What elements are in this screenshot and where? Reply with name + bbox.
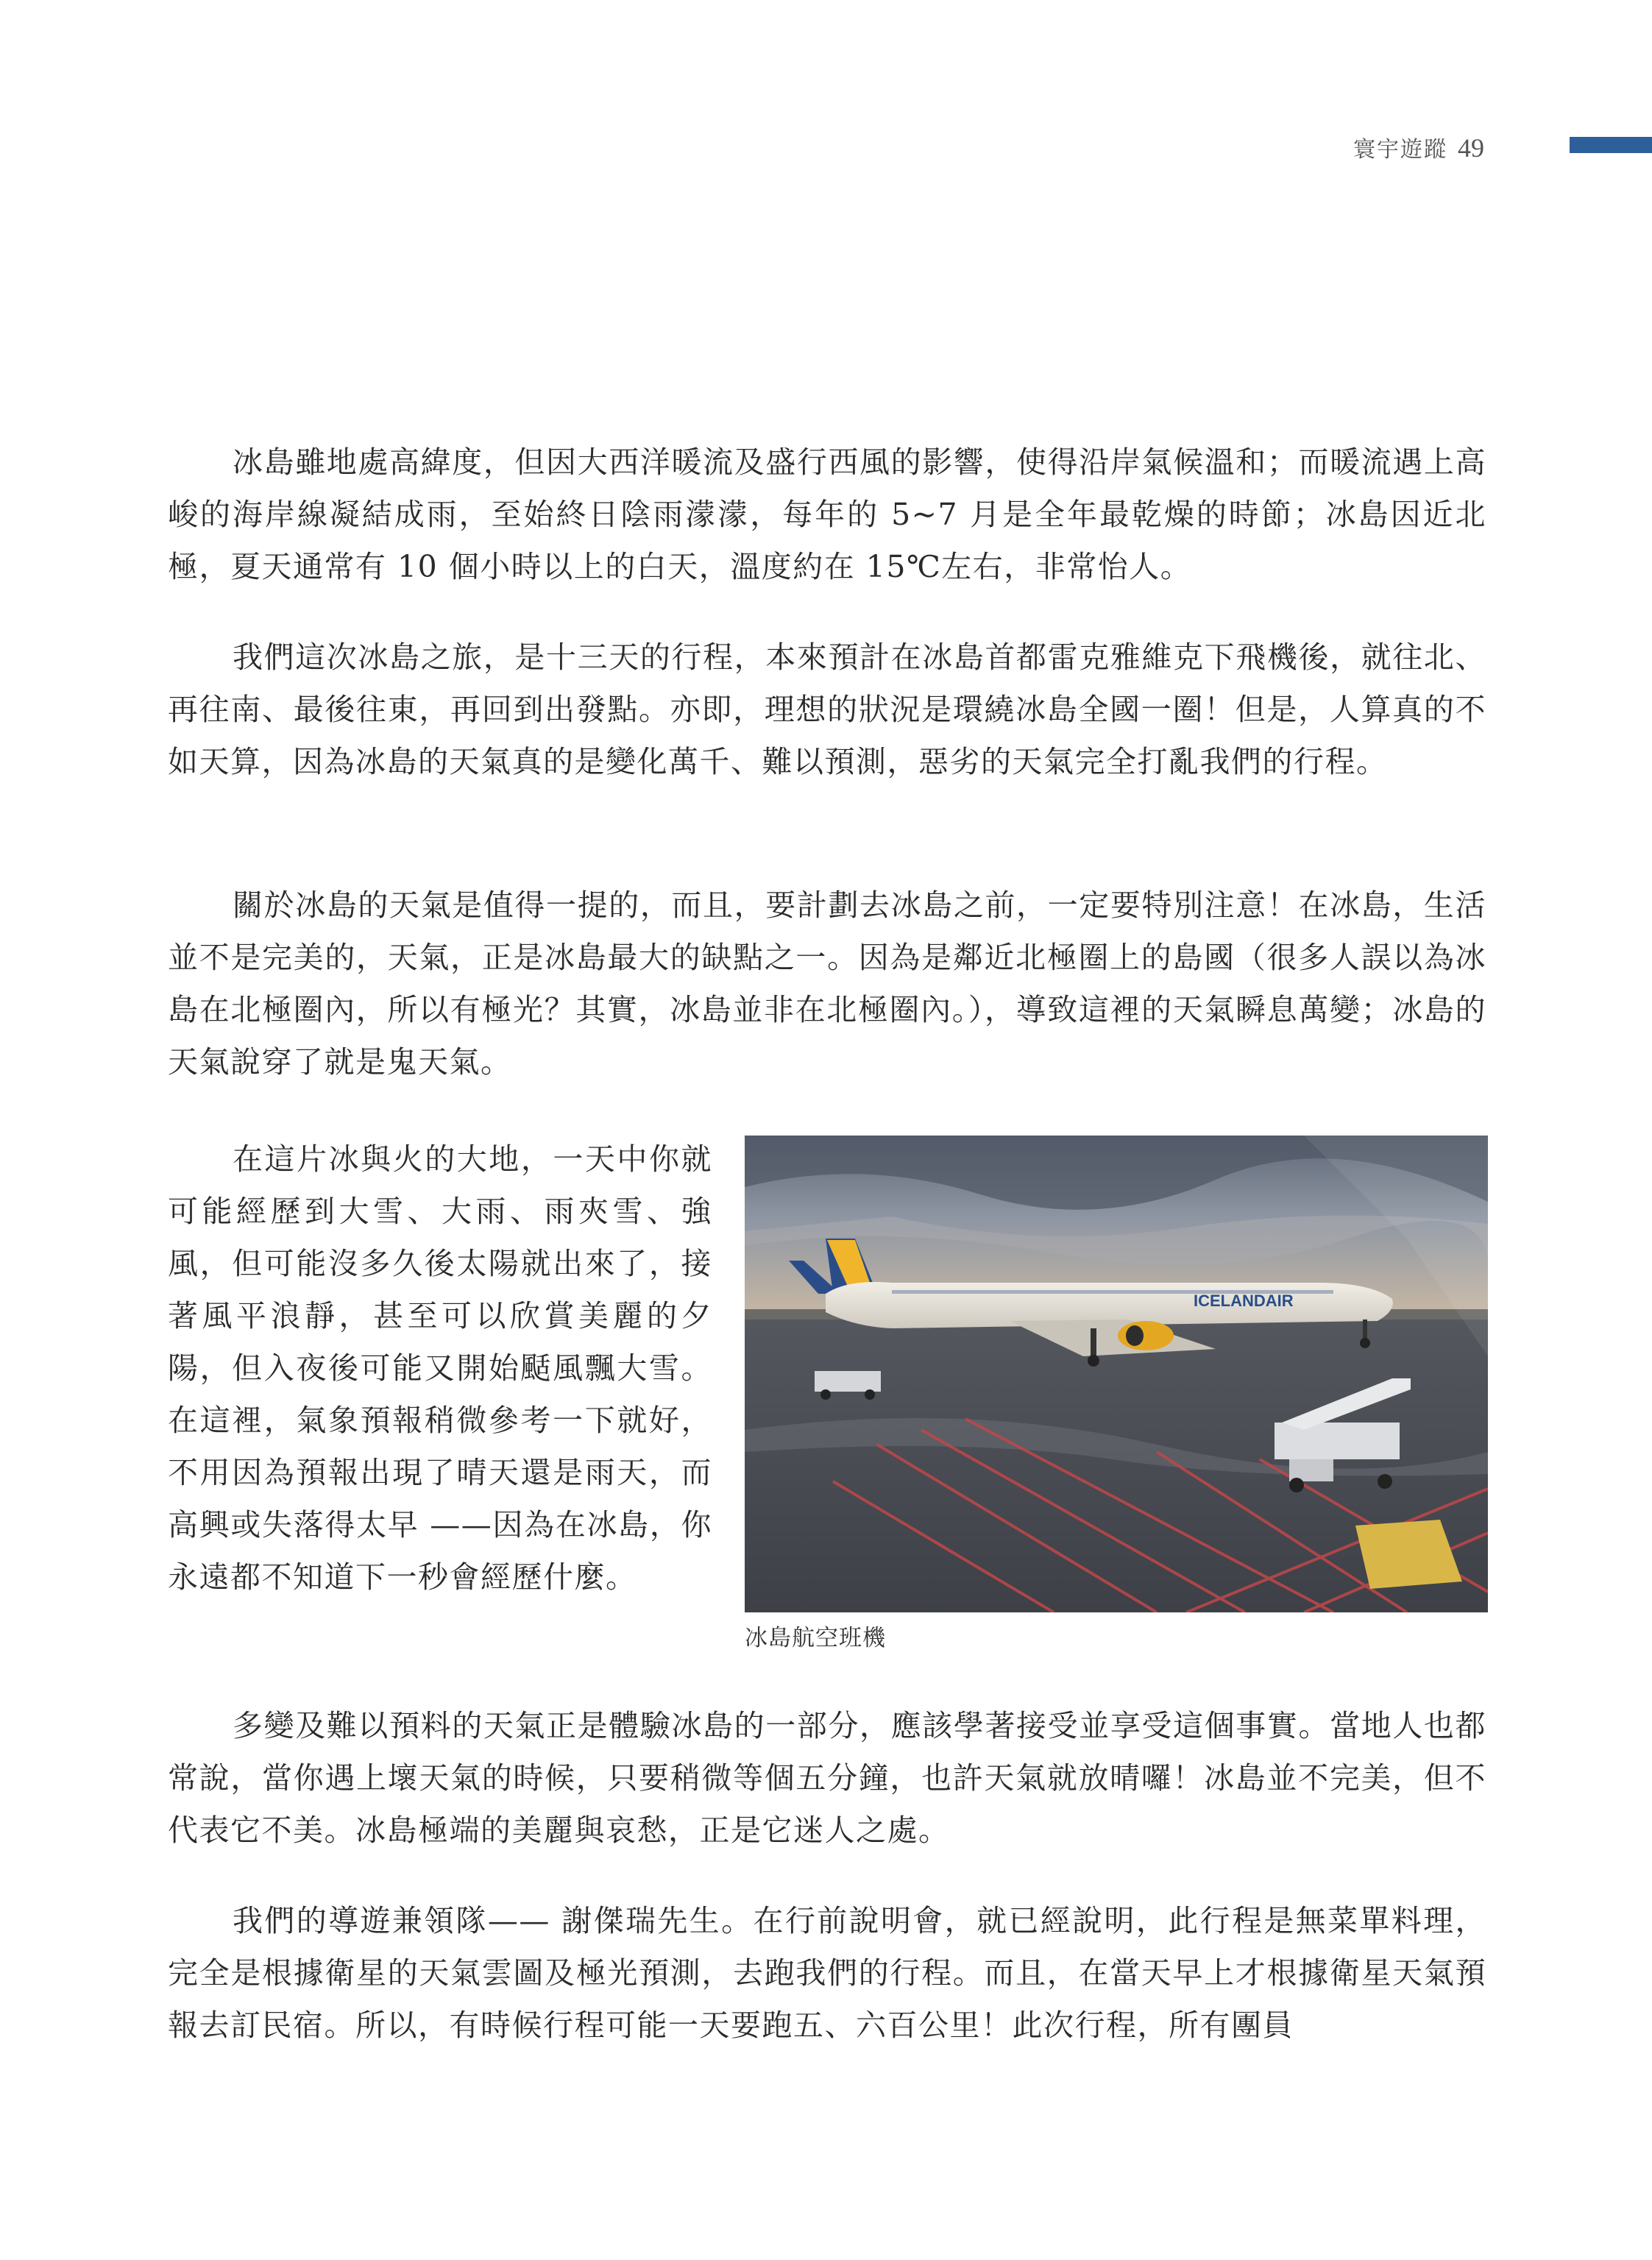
section-title: 寰宇遊蹤 bbox=[1353, 137, 1447, 163]
paragraph-itinerary: 我們這次冰島之旅，是十三天的行程，本來預計在冰島首都雷克雅維克下飛機後，就往北、再往南、最後往東，再回到出發點。亦即，理想的狀況是環繞冰島全國一圈！但是，人算真的不如天算，因為冰島的天氣真的是變化萬千、難以預測，惡劣的天氣完全打亂我們的行程。 bbox=[168, 640, 1486, 779]
paragraph-embrace-weather: 多變及難以預料的天氣正是體驗冰島的一部分，應該學著接受並享受這個事實。當地人也都常說，當你遇上壞天氣的時候，只要稍微等個五分鐘，也許天氣就放晴囉！冰島並不完美，但不代表它不美。冰島極端的美麗與哀愁，正是它迷人之處。 bbox=[168, 1708, 1486, 1848]
header-accent-bar bbox=[1570, 137, 1652, 153]
airplane-photo bbox=[745, 1136, 1488, 1612]
page-number: 49 bbox=[1458, 133, 1484, 163]
paragraph-ice-and-fire: 在這片冰與火的大地，一天中你就可能經歷到大雪、大雨、雨夾雪、強風，但可能沒多久後太陽就出來了，接著風平浪靜，甚至可以欣賞美麗的夕陽，但入夜後可能又開始颳風飄大雪。在這裡，氣象預報稍微參考一下就好，不用因為預報出現了晴天還是雨天，而高興或失落得太早 ——因為在冰島，你永遠都不知道下一秒會經歷什麼。 bbox=[168, 1141, 712, 1595]
photo-caption: 冰島航空班機 bbox=[745, 1625, 886, 1651]
paragraph-guide: 我們的導遊兼領隊—— 謝傑瑞先生。在行前說明會，就已經說明，此行程是無菜單料理，完全是根據衛星的天氣雲圖及極光預測，去跑我們的行程。而且，在當天早上才根據衛星天氣預報去訂民宿。所以，有時候行程可能一天要跑五、六百公里！此次行程，所有團員 bbox=[168, 1903, 1486, 2043]
svg-text:ICELANDAIR: ICELANDAIR bbox=[1194, 1292, 1294, 1310]
running-head bbox=[1353, 131, 1484, 163]
paragraph-weather-note: 關於冰島的天氣是值得一提的，而且，要計劃去冰島之前，一定要特別注意！在冰島，生活並不是完美的，天氣，正是冰島最大的缺點之一。因為是鄰近北極圈上的島國（很多人誤以為冰島在北極圈內，所以有極光？其實，冰島並非在北極圈內。），導致這裡的天氣瞬息萬變；冰島的天氣說穿了就是鬼天氣。 bbox=[168, 888, 1486, 1080]
paragraph-climate: 冰島雖地處高緯度，但因大西洋暖流及盛行西風的影響，使得沿岸氣候溫和；而暖流遇上高峻的海岸線凝結成雨，至始終日陰雨濛濛，每年的 5~7 月是全年最乾燥的時節；冰島因近北極，夏天通常有 10 個小時以上的白天，溫度約在 15℃左右，非常怡人。 bbox=[168, 444, 1486, 584]
